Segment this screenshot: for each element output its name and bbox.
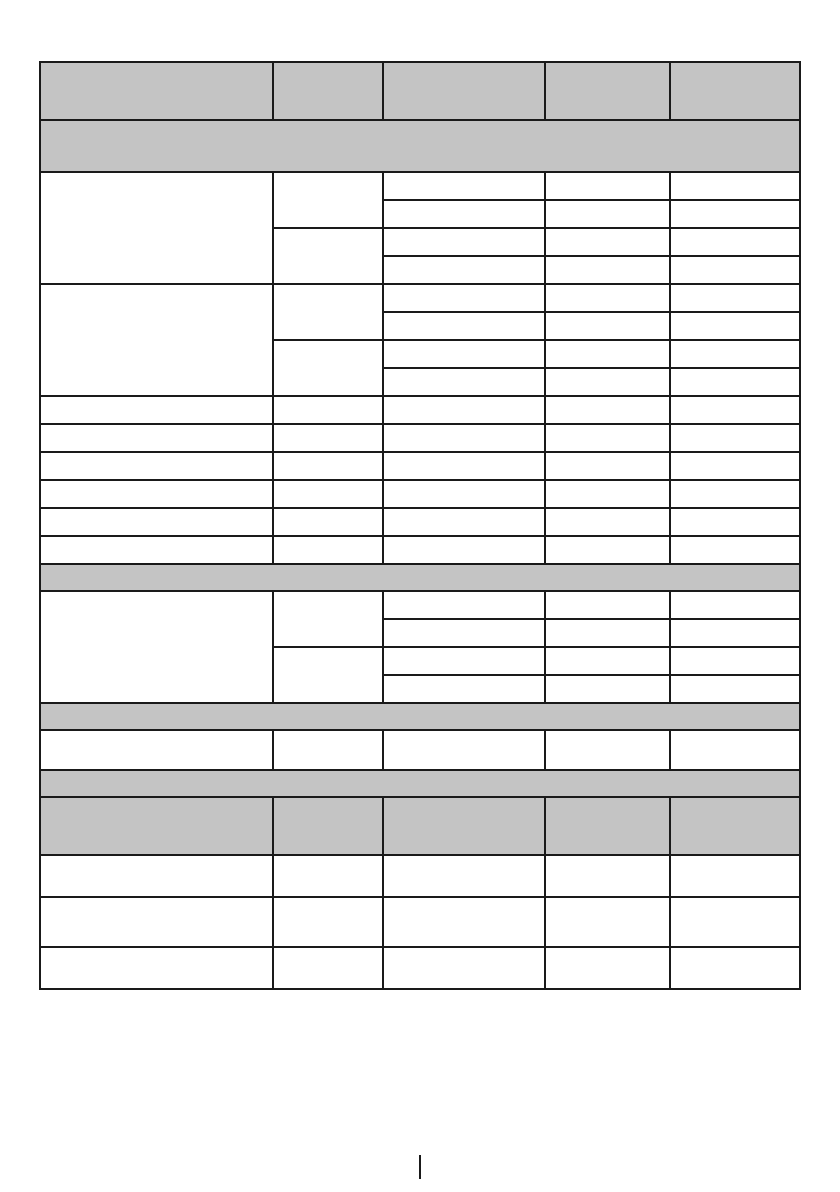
table-cell xyxy=(545,591,670,619)
header-cell xyxy=(670,62,800,120)
table-cell xyxy=(40,480,273,508)
table-cell xyxy=(545,396,670,424)
table-cell xyxy=(670,480,800,508)
row-group xyxy=(273,284,383,340)
table-row xyxy=(40,172,800,200)
table-cell xyxy=(383,675,545,703)
table-subheader-row xyxy=(40,797,800,855)
table-cell xyxy=(670,228,800,256)
table-cell xyxy=(273,480,383,508)
table-cell xyxy=(273,897,383,947)
table-cell xyxy=(545,452,670,480)
table-cell xyxy=(383,312,545,340)
table-row xyxy=(40,424,800,452)
table-cell xyxy=(383,619,545,647)
table-cell xyxy=(40,730,273,770)
table-cell xyxy=(273,730,383,770)
table-cell xyxy=(40,536,273,564)
table-cell xyxy=(383,424,545,452)
table-cell xyxy=(273,947,383,989)
table-cell xyxy=(383,855,545,897)
table-cell xyxy=(545,855,670,897)
row-label xyxy=(40,591,273,703)
table-cell xyxy=(545,172,670,200)
table-row xyxy=(40,508,800,536)
table-cell xyxy=(383,480,545,508)
table-cell xyxy=(670,947,800,989)
table-cell xyxy=(273,396,383,424)
table-header-row xyxy=(40,62,800,120)
row-group xyxy=(273,172,383,228)
row-label xyxy=(40,172,273,284)
section-heading xyxy=(40,770,800,797)
table-cell xyxy=(670,368,800,396)
table-cell xyxy=(40,897,273,947)
table-row xyxy=(40,480,800,508)
table-cell xyxy=(545,424,670,452)
table-cell xyxy=(670,647,800,675)
table-cell xyxy=(383,536,545,564)
table-cell xyxy=(383,897,545,947)
table-cell xyxy=(383,256,545,284)
table-cell xyxy=(545,675,670,703)
table-cell xyxy=(545,312,670,340)
table-cell xyxy=(670,200,800,228)
row-group xyxy=(273,591,383,647)
table-row xyxy=(40,730,800,770)
section-heading xyxy=(40,703,800,730)
table-row xyxy=(40,396,800,424)
table-cell xyxy=(670,396,800,424)
spec-table xyxy=(39,61,801,990)
table-cell xyxy=(670,284,800,312)
table-cell xyxy=(670,536,800,564)
table-cell xyxy=(670,256,800,284)
table-row xyxy=(40,284,800,312)
table-cell xyxy=(545,340,670,368)
table-cell xyxy=(670,591,800,619)
section-heading xyxy=(40,120,800,172)
table-row xyxy=(40,591,800,619)
table-cell xyxy=(545,730,670,770)
table-cell xyxy=(383,730,545,770)
table-cell xyxy=(670,508,800,536)
table-cell xyxy=(383,340,545,368)
table-wrapper xyxy=(39,61,801,990)
table-cell xyxy=(670,730,800,770)
table-cell xyxy=(383,591,545,619)
header-cell xyxy=(273,797,383,855)
header-cell xyxy=(670,797,800,855)
table-cell xyxy=(383,647,545,675)
table-row xyxy=(40,855,800,897)
table-cell xyxy=(670,897,800,947)
page-marker-line xyxy=(419,1155,421,1179)
section-heading-row xyxy=(40,120,800,172)
table-cell xyxy=(670,675,800,703)
table-cell xyxy=(273,424,383,452)
table-cell xyxy=(545,228,670,256)
table-cell xyxy=(383,368,545,396)
table-cell xyxy=(383,947,545,989)
header-cell xyxy=(545,62,670,120)
table-row xyxy=(40,452,800,480)
header-cell xyxy=(383,797,545,855)
table-cell xyxy=(545,536,670,564)
table-cell xyxy=(545,947,670,989)
section-band xyxy=(40,770,800,797)
row-label xyxy=(40,284,273,396)
table-cell xyxy=(670,172,800,200)
table-cell xyxy=(40,424,273,452)
table-cell xyxy=(670,855,800,897)
header-cell xyxy=(40,797,273,855)
table-cell xyxy=(273,508,383,536)
row-group xyxy=(273,228,383,284)
table-cell xyxy=(670,340,800,368)
row-group xyxy=(273,340,383,396)
table-row xyxy=(40,947,800,989)
table-cell xyxy=(545,647,670,675)
header-cell xyxy=(383,62,545,120)
table-row xyxy=(40,897,800,947)
table-cell xyxy=(383,508,545,536)
table-cell xyxy=(40,396,273,424)
table-cell xyxy=(670,619,800,647)
table-cell xyxy=(545,897,670,947)
table-cell xyxy=(670,312,800,340)
section-band xyxy=(40,703,800,730)
header-cell xyxy=(545,797,670,855)
section-heading xyxy=(40,564,800,591)
table-cell xyxy=(40,508,273,536)
table-cell xyxy=(545,480,670,508)
header-cell xyxy=(273,62,383,120)
table-cell xyxy=(383,228,545,256)
table-cell xyxy=(383,172,545,200)
table-cell xyxy=(40,855,273,897)
table-cell xyxy=(545,200,670,228)
table-cell xyxy=(545,368,670,396)
table-cell xyxy=(545,508,670,536)
header-cell xyxy=(40,62,273,120)
table-cell xyxy=(273,452,383,480)
table-row xyxy=(40,536,800,564)
table-cell xyxy=(670,424,800,452)
table-cell xyxy=(40,947,273,989)
row-group xyxy=(273,647,383,703)
table-cell xyxy=(545,619,670,647)
table-cell xyxy=(273,855,383,897)
table-cell xyxy=(383,396,545,424)
table-cell xyxy=(545,284,670,312)
table-cell xyxy=(383,452,545,480)
table-cell xyxy=(273,536,383,564)
table-cell xyxy=(545,256,670,284)
section-band xyxy=(40,564,800,591)
table-cell xyxy=(670,452,800,480)
table-cell xyxy=(383,200,545,228)
table-cell xyxy=(383,284,545,312)
table-cell xyxy=(40,452,273,480)
